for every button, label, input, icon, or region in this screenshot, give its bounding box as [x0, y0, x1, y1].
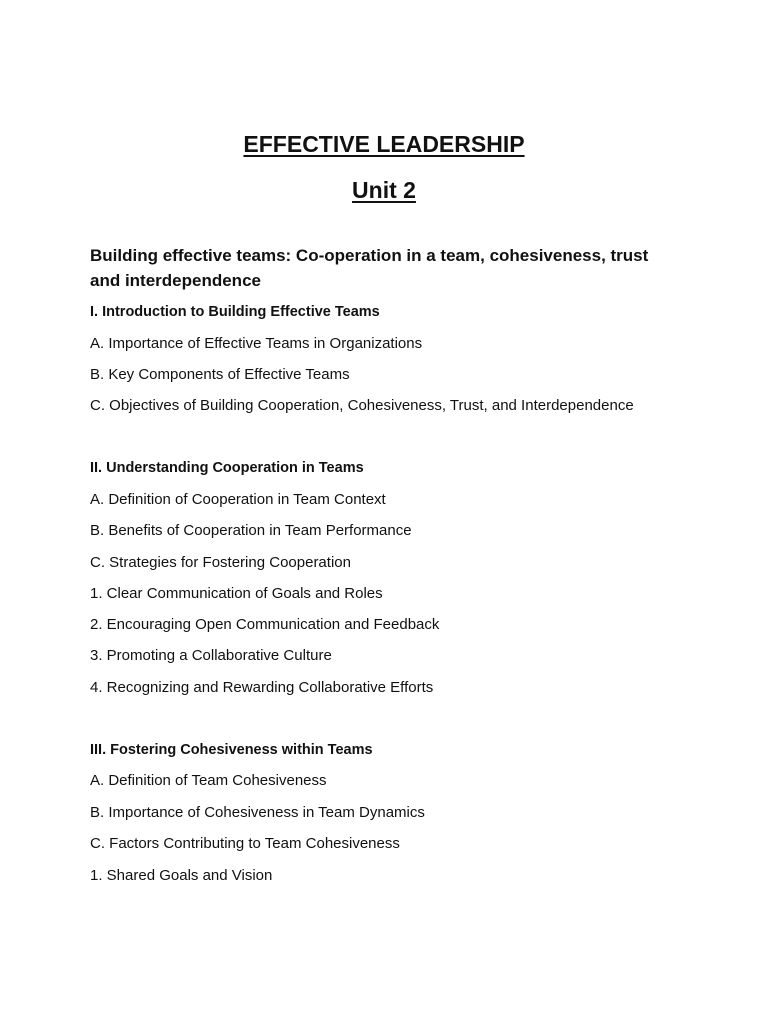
document-title: EFFECTIVE LEADERSHIP [243, 131, 525, 157]
outline-item: 2. Encouraging Open Communication and Feedback [90, 616, 440, 633]
outline-item: B. Benefits of Cooperation in Team Performance [90, 522, 412, 539]
outline-item: C. Factors Contributing to Team Cohesiveness [90, 835, 400, 852]
outline-item: 3. Promoting a Collaborative Culture [90, 647, 332, 664]
outline-item: B. Key Components of Effective Teams [90, 366, 350, 383]
section-heading-cohesiveness: III. Fostering Cohesiveness within Teams [90, 742, 373, 758]
outline-item: C. Objectives of Building Cooperation, Cohesiveness, Trust, and Interdependence [90, 397, 634, 414]
outline-item: 1. Clear Communication of Goals and Roles [90, 585, 383, 602]
section-heading-cooperation: II. Understanding Cooperation in Teams [90, 460, 364, 476]
outline-item: 1. Shared Goals and Vision [90, 867, 273, 884]
outline-item: A. Definition of Team Cohesiveness [90, 772, 327, 789]
section-heading-introduction: I. Introduction to Building Effective Teams [90, 304, 380, 320]
outline-item: A. Definition of Cooperation in Team Context [90, 491, 386, 508]
outline-item: B. Importance of Cohesiveness in Team Dynamics [90, 804, 425, 821]
unit-title: Unit 2 [352, 177, 416, 203]
outline-item: C. Strategies for Fostering Cooperation [90, 554, 351, 571]
outline-item: A. Importance of Effective Teams in Organizations [90, 335, 423, 352]
outline-item: 4. Recognizing and Rewarding Collaborative Efforts [90, 679, 434, 696]
document-subtitle: Building effective teams: Co-operation in a team, cohesiveness, trust and interdependence [90, 246, 649, 290]
